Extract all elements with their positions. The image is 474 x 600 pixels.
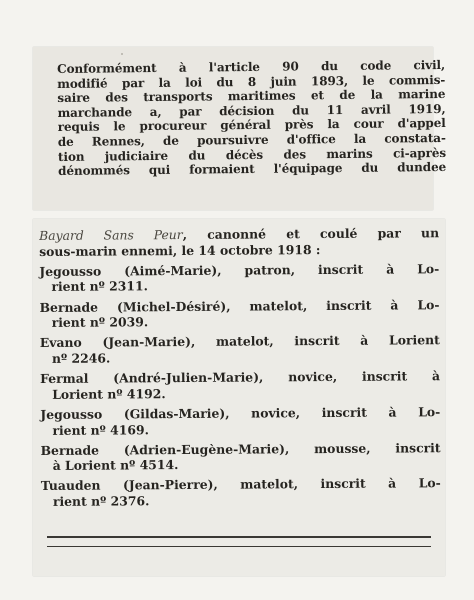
crew-entry-line: nº 2246. [51, 350, 111, 366]
crew-entry-line: Bernade (Michel-Désiré), matelot, inscrit à Lo- [39, 296, 440, 315]
crew-entry-line: rient nº 2311. [51, 278, 148, 295]
notice-paragraph [57, 58, 446, 179]
crew-entry-line: Jegousso (Aimé-Marie), patron, inscrit à Lo- [39, 260, 440, 279]
crew-entry-line: rient nº 4169. [52, 421, 149, 438]
crew-clipping [33, 219, 445, 576]
crew-entry-line: Bernade (Adrien-Eugène-Marie), mousse, inscrit [40, 439, 441, 458]
notice-clipping [33, 47, 447, 210]
crew-entry-line: Jegousso (Gildas-Marie), novice, inscrit à Lo- [40, 404, 441, 422]
notice-line: requis le procureur général près la cour d'appel [57, 116, 446, 135]
crew-entry [39, 297, 439, 331]
crew-entry [39, 261, 439, 295]
crew-entry-line: Fermal (André-Julien-Marie), novice, inscrit à [39, 368, 441, 387]
crew-entry [41, 476, 441, 510]
notice-line: marchande a, par décision du 11 avril 1919, [57, 101, 446, 120]
intro-line [39, 225, 439, 243]
intro-line: sous-marin ennemi, le 14 octobre 1918 : [39, 241, 321, 259]
notice-line: tion judiciaire du décès des marins ci-après [57, 145, 447, 164]
crew-entry-line: Evano (Jean-Marie), matelot, inscrit à Lorient [39, 332, 440, 351]
notice-line: Conformément à l'article 90 du code civil, [57, 57, 446, 76]
notice-line: de Rennes, de poursuivre d'office la constata- [57, 130, 446, 149]
intro-entry [39, 225, 439, 259]
crew-entry [40, 368, 440, 402]
crew-entry-line: Lorient nº 4192. [52, 385, 166, 402]
ship-name: Bayard Sans Peur [39, 226, 183, 243]
notice-line: dénommés qui formaient l'équipage du dundee [58, 160, 447, 179]
crew-list [39, 225, 441, 514]
double-rule-divider [47, 536, 431, 547]
intro-line1-rest: , canonné et coulé par un [182, 225, 440, 242]
crew-entry-line: rient nº 2376. [52, 493, 150, 509]
crew-entry [40, 333, 440, 367]
crew-entry [40, 404, 440, 438]
paper-speck [121, 53, 123, 55]
crew-entry-line: à Lorient nº 4514. [52, 457, 179, 474]
crew-entry [40, 440, 440, 474]
notice-line: modifié par la loi du 8 juin 1893, le commis- [57, 72, 446, 91]
crew-entry-line: Tuauden (Jean-Pierre), matelot, inscrit à Lo- [40, 475, 441, 494]
notice-line: saire des transports maritimes et de la marine [57, 87, 446, 106]
crew-entry-line: rient nº 2039. [51, 314, 149, 331]
